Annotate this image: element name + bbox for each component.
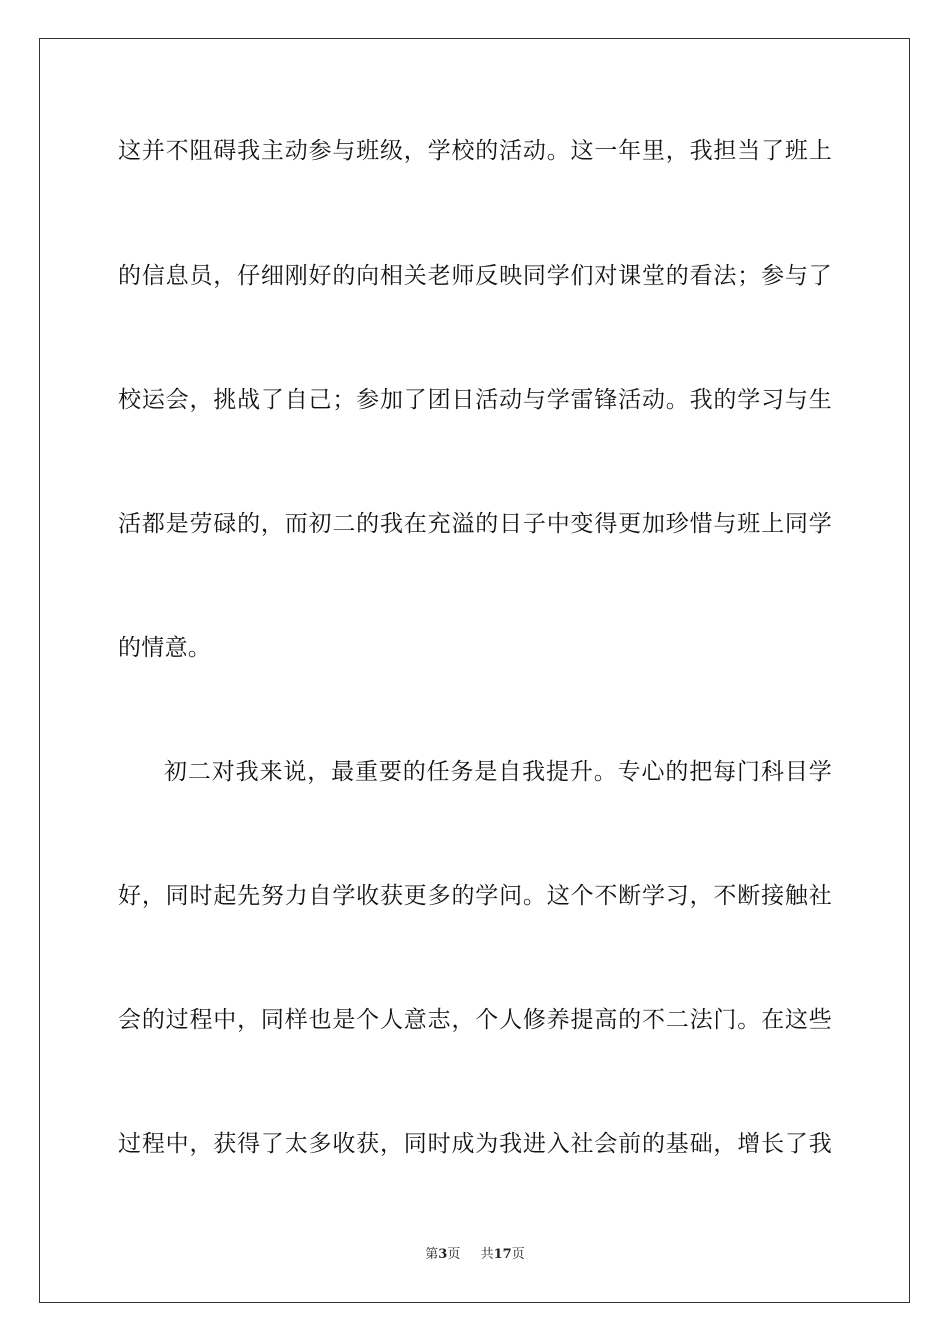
- total-pages: 17: [493, 1247, 512, 1262]
- body-line-4: 活都是劳碌的，而初二的我在充溢的日子中变得更加珍惜与班上同学: [118, 511, 832, 537]
- total-prefix: 共: [480, 1247, 494, 1262]
- paragraph-2-line-3: 会的过程中，同样也是个人意志，个人修养提高的不二法门。在这些: [118, 1007, 832, 1033]
- page-prefix: 第: [425, 1247, 439, 1262]
- page-number: 3: [438, 1247, 448, 1262]
- paragraph-2-line-1: 初二对我来说，最重要的任务是自我提升。专心的把每门科目学: [164, 759, 832, 785]
- body-line-3: 校运会，挑战了自己；参加了团日活动与学雷锋活动。我的学习与生: [118, 387, 832, 413]
- body-line-1: 这并不阻碍我主动参与班级，学校的活动。这一年里，我担当了班上: [118, 138, 832, 164]
- body-line-5: 的情意。: [118, 635, 212, 661]
- page-footer: [0, 1246, 950, 1264]
- body-line-2: 的信息员，仔细刚好的向相关老师反映同学们对课堂的看法；参与了: [118, 263, 832, 289]
- paragraph-2-line-4: 过程中，获得了太多收获，同时成为我进入社会前的基础，增长了我: [118, 1131, 832, 1157]
- page-border: [39, 38, 910, 1303]
- page-suffix: 页: [447, 1247, 461, 1262]
- total-suffix: 页: [511, 1247, 525, 1262]
- paragraph-2-line-2: 好，同时起先努力自学收获更多的学问。这个不断学习，不断接触社: [118, 883, 832, 909]
